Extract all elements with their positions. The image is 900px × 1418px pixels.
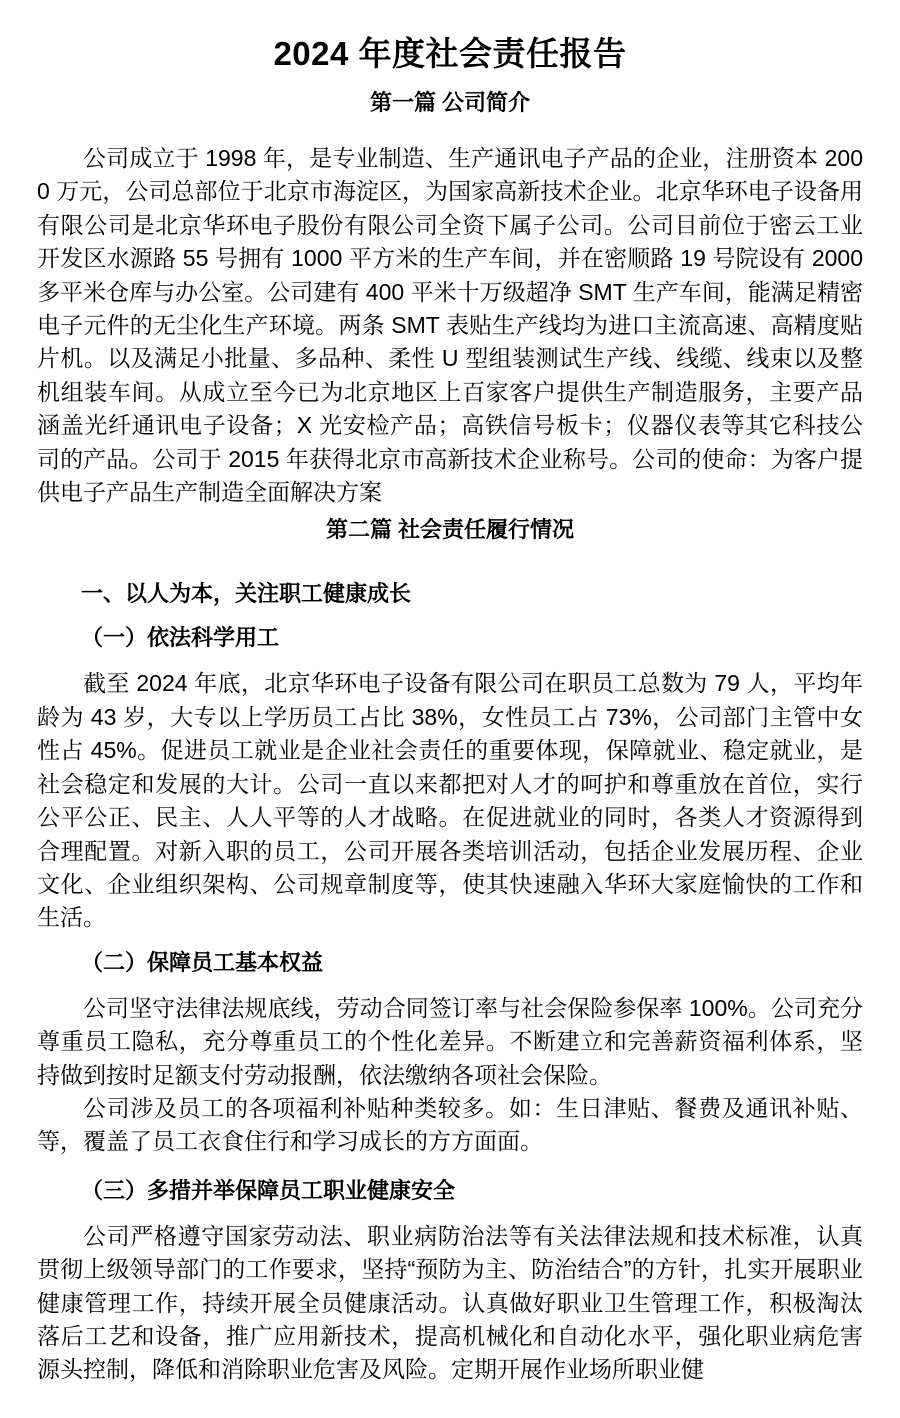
section3-heading: （三）多措并举保障员工职业健康安全 (81, 1177, 456, 1203)
section2-paragraph-2: 公司涉及员工的各项福利补贴种类较多。如：生日津贴、餐费及通讯补贴、等，覆盖了员工衣食住行和学习成长的方方面面。 (37, 1094, 863, 1155)
part1-heading: 第一篇 公司简介 (369, 90, 531, 115)
section1-heading: （一）依法科学用工 (81, 625, 280, 651)
section1-paragraph: 截至 2024 年底，北京华环电子设备有限公司在职员工总数为 79 人，平均年龄为 43 岁，大专以上学历员工占比 38%，女性员工占 73%，公司部门主管中女性占 45%。促进员工就业是企业社会责任的重要体现，保障就业、稳定就业，是社会稳定和发展的大计。公司一直以来都把对人才的呵护和尊重放在首位，实行公平公正、民主、人人平等的人才战略。在促进就业的同时，各类人才资源得到合理配置。对新入职的员工，公司开展各类培训活动，包括企业发展历程、企业文化、企业组织架构、公司规章制度等，使其快速融入华环大家庭愉快的工作和生活。 (37, 670, 863, 931)
part2-heading: 第二篇 社会责任履行情况 (325, 517, 575, 543)
chapter1-heading: 一、以人为本，关注职工健康成长 (81, 581, 412, 607)
section2-heading: （二）保障员工基本权益 (81, 949, 324, 975)
document-title: 2024 年度社会责任报告 (273, 35, 627, 72)
section2-paragraph-1: 公司坚守法律法规底线，劳动合同签订率与社会保险参保率 100%。公司充分尊重员工隐私，充分尊重员工的个性化差异。不断建立和完善薪资福利体系，坚持做到按时足额支付劳动报酬，依法缴纳各项社会保险。 (37, 994, 863, 1088)
part1-paragraph: 公司成立于 1998 年，是专业制造、生产通讯电子产品的企业，注册资本 2000 万元，公司总部位于北京市海淀区，为国家高新技术企业。北京华环电子设备用有限公司是北京华环电子股份有限公司全资下属子公司。公司目前位于密云工业开发区水源路 55 号拥有 1000 平方米的生产车间，并在密顺路 19 号院设有 2000 多平米仓库与办公室。公司建有 400 平米十万级超净 SMT 生产车间，能满足精密电子元件的无尘化生产环境。两条 SMT 表贴生产线均为进口主流高速、高精度贴片机。以及满足小批量、多品种、柔性 U 型组装测试生产线、线缆、线束以及整机组装车间。从成立至今已为北京地区上百家客户提供生产制造服务，主要产品涵盖光纤通讯电子设备；X 光安检产品；高铁信号板卡；仪器仪表等其它科技公司的产品。公司于 2015 年获得北京市高新技术企业称号。公司的使命：为客户提供电子产品生产制造全面解决方案 (37, 145, 863, 506)
section3-paragraph: 公司严格遵守国家劳动法、职业病防治法等有关法律法规和技术标准，认真贯彻上级领导部门的工作要求，坚持“预防为主、防治结合”的方针，扎实开展职业健康管理工作，持续开展全员健康活动。认真做好职业卫生管理工作，积极淘汰落后工艺和设备，推广应用新技术，提高机械化和自动化水平，强化职业病危害源头控制，降低和消除职业危害及风险。定期开展作业场所职业健 (37, 1222, 863, 1383)
